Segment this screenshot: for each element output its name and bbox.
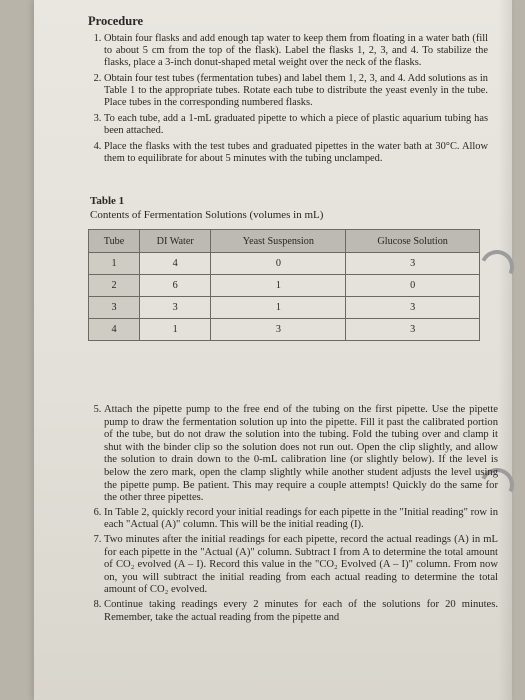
cell-di-water: 3	[140, 297, 211, 319]
cell-yeast: 0	[211, 253, 346, 275]
cell-yeast: 1	[211, 297, 346, 319]
fermentation-table	[88, 229, 480, 341]
table-row	[89, 319, 480, 341]
procedure-step-8: 8. Continue taking readings every 2 minutes for each of the solutions for 20 minutes. Remember, take the actual reading from the pipette and	[104, 599, 498, 624]
procedure-heading: Procedure	[88, 14, 144, 28]
table-header-row	[89, 230, 480, 253]
header-yeast: Yeast Suspension	[211, 230, 346, 253]
cell-glucose: 0	[346, 275, 480, 297]
procedure-step-2: 2. Obtain four test tubes (fermentation tubes) and label them 1, 2, 3, and 4. Add solutions as in Table 1 to the appropriate tubes. Rotate each tube to distribute the yeast evenly in the tube. Place tubes in the corresponding numbered flasks.	[104, 73, 488, 109]
procedure-continued	[88, 404, 498, 626]
procedure-step-3: 3. To each tube, add a 1-mL graduated pipette to which a piece of plastic aquarium tubing has been attached.	[104, 113, 488, 137]
cell-tube: 3	[89, 297, 140, 319]
header-tube: Tube	[89, 230, 140, 253]
cell-glucose: 3	[346, 319, 480, 341]
cell-di-water: 6	[140, 275, 211, 297]
page-content	[88, 14, 498, 623]
cell-tube: 1	[89, 253, 140, 275]
table-row	[89, 297, 480, 319]
cell-tube: 4	[89, 319, 140, 341]
procedure-steps-continued	[88, 404, 498, 624]
header-glucose: Glucose Solution	[346, 230, 480, 253]
procedure-step-1: 1. Obtain four flasks and add enough tap water to keep them from floating in a water bath (fill to about 5 cm from the top of the flask). Label the flasks 1, 2, 3, and 4. To stabilize the flasks, place a 3-inch donut-shaped metal weight over the neck of the flasks.	[104, 33, 488, 69]
procedure-steps	[88, 33, 488, 165]
table-row	[89, 275, 480, 297]
cell-glucose: 3	[346, 253, 480, 275]
header-di-water: DI Water	[140, 230, 211, 253]
cell-di-water: 4	[140, 253, 211, 275]
procedure-step-6: 6. In Table 2, quickly record your initial readings for each pipette in the "Initial reading" row in each "Actual (A)" column. This will be the initial reading (I).	[104, 507, 498, 532]
cell-glucose: 3	[346, 297, 480, 319]
table-row	[89, 253, 480, 275]
cell-yeast: 1	[211, 275, 346, 297]
cell-yeast: 3	[211, 319, 346, 341]
cell-di-water: 1	[140, 319, 211, 341]
table1-caption: Contents of Fermentation Solutions (volumes in mL)	[90, 209, 324, 221]
procedure-step-5: 5. Attach the pipette pump to the free end of the tubing on the first pipette. Use the pipette pump to draw the fermentation solution up into the pipette. Fill it past the calibrated portion of the tube, but do not draw the solution into the tubing. Fold the tubing over and clamp it shut with the binder clip so the solution does not run out. Open the clip slightly, and allow the solution to drain down to the 0-mL calibration line (or slightly below). If the level is below the zero mark, open the clamp slightly while another student adjusts the level using the pipette pump. Be patient. This may require a couple attempts! Quickly do the same for the other three pipettes.	[104, 404, 498, 505]
cell-tube: 2	[89, 275, 140, 297]
procedure-step-7: 7. Two minutes after the initial readings for each pipette, record the actual readings (A) in mL for each pipette in the "Actual (A)" column. Subtract I from A to determine the total amount of CO₂ evolved (A – I). Record this value in the "CO₂ Evolved (A – I)" column. From now on, you will subtract the initial reading from each actual reading to determine the total amount of CO₂ evolved.	[104, 534, 498, 597]
page-shadow	[498, 0, 512, 700]
textbook-page	[34, 0, 512, 700]
table1-title: Table 1	[90, 195, 125, 207]
procedure-step-4: 4. Place the flasks with the test tubes and graduated pipettes in the water bath at 30°C. Allow them to equilibrate for about 5 minutes with the tubing unclamped.	[104, 141, 488, 165]
